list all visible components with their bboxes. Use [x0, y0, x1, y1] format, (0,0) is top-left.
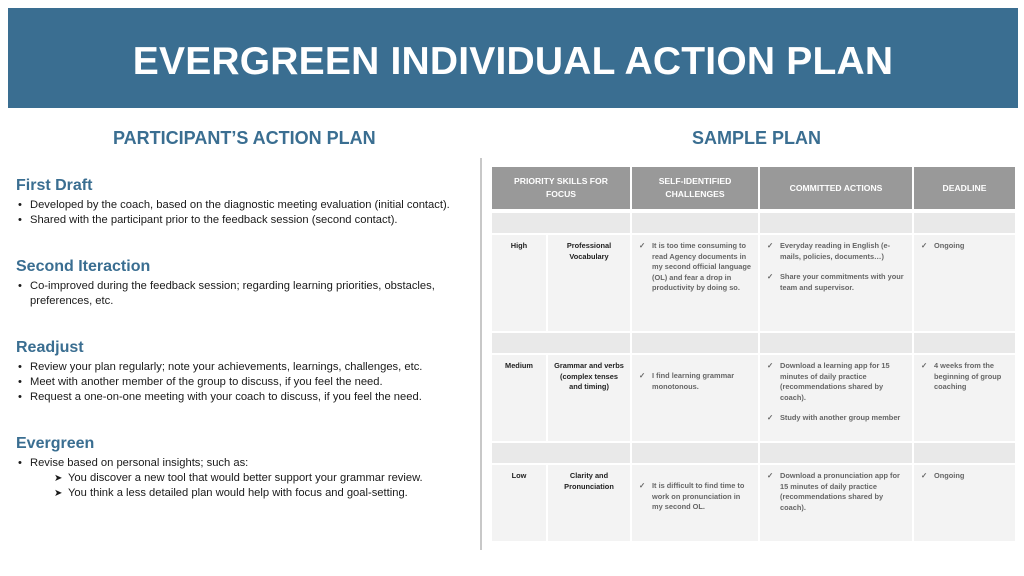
checklist-item [920, 361, 1009, 393]
participant-plan-heading: PARTICIPANT’S ACTION PLAN [113, 128, 376, 148]
checklist-item [920, 471, 1009, 482]
sub-bullet-item [16, 486, 476, 501]
check-icon: ✓ [767, 361, 774, 370]
check-icon: ✓ [921, 471, 928, 480]
sub-bullet-text: You think a less detailed plan would help with focus and goal-setting. [68, 487, 408, 499]
bullet-item: • Shared with the participant prior to the feedback session (second contact). [16, 213, 476, 228]
check-icon: ✓ [921, 361, 928, 370]
section-first-draft [16, 176, 476, 228]
table-spacer [914, 333, 1015, 353]
actions-cell [760, 355, 912, 441]
checklist-item [766, 413, 906, 424]
challenges-cell [632, 235, 758, 331]
check-icon: ✓ [767, 413, 774, 422]
table-spacer [492, 333, 630, 353]
deadline-cell [914, 235, 1015, 331]
checklist-text: Download a learning app for 15 minutes of daily practice (recommendations shared by coach). [780, 361, 890, 402]
checklist-item [638, 371, 752, 392]
header-priority-skills: PRIORITY SKILLS FOR FOCUS [492, 167, 630, 209]
checklist-text: Download a pronunciation app for 15 minutes of daily practice (recommendations shared by coach). [780, 471, 900, 512]
table-spacer [760, 443, 912, 463]
checklist-text: It is too time consuming to read Agency documents in my second official language (OL) and fear a drop in productivity by doing so. [652, 241, 751, 292]
bullet-item: • Review your plan regularly; note your achievements, learnings, challenges, etc. [16, 360, 476, 375]
header-committed-actions: COMMITTED ACTIONS [760, 167, 912, 209]
checklist-item [638, 481, 752, 513]
skill-cell: Grammar and verbs (complex tenses and timing) [548, 355, 630, 441]
skill-cell: Clarity and Pronunciation [548, 465, 630, 541]
challenges-cell [632, 465, 758, 541]
sub-bullet-text: You discover a new tool that would better support your grammar review. [68, 472, 423, 484]
check-icon: ✓ [639, 241, 646, 250]
checklist-item [766, 241, 906, 262]
header-deadline: DEADLINE [914, 167, 1015, 209]
column-divider [480, 158, 482, 550]
sample-plan-heading: SAMPLE PLAN [692, 128, 822, 148]
sample-plan-table [492, 167, 1015, 541]
checklist-text: It is difficult to find time to work on pronunciation in my second OL. [652, 481, 745, 511]
priority-level-cell: Low [492, 465, 546, 541]
arrow-bullet-icon: ➤ [54, 473, 63, 484]
table-spacer [492, 213, 630, 233]
check-icon: ✓ [767, 272, 774, 281]
section-title: Second Iteraction [16, 258, 151, 275]
skill-cell: Professional Vocabulary [548, 235, 630, 331]
table-spacer [632, 443, 758, 463]
section-readjust [16, 338, 476, 405]
table-spacer [760, 333, 912, 353]
section-title: First Draft [16, 177, 93, 194]
checklist-text: I find learning grammar monotonous. [652, 371, 735, 391]
checklist-text: 4 weeks from the beginning of group coaching [934, 361, 1002, 391]
table-spacer [914, 213, 1015, 233]
participant-plan-column [16, 176, 476, 501]
table-spacer [914, 443, 1015, 463]
checklist-item [638, 241, 752, 294]
table-spacer [492, 443, 630, 463]
table-spacer [632, 333, 758, 353]
check-icon: ✓ [639, 481, 646, 490]
checklist-item [766, 361, 906, 403]
deadline-cell [914, 355, 1015, 441]
priority-level-cell: High [492, 235, 546, 331]
table-spacer [632, 213, 758, 233]
check-icon: ✓ [767, 471, 774, 480]
page-title: EVERGREEN INDIVIDUAL ACTION PLAN [132, 40, 894, 83]
checklist-text: Share your commitments with your team and supervisor. [780, 272, 904, 292]
checklist-item [766, 471, 906, 513]
check-icon: ✓ [639, 371, 646, 380]
checklist-text: Study with another group member [780, 413, 901, 422]
bullet-item: • Developed by the coach, based on the diagnostic meeting evaluation (initial contact). [16, 198, 476, 213]
checklist-item [766, 272, 906, 293]
actions-cell [760, 465, 912, 541]
deadline-cell [914, 465, 1015, 541]
section-title: Readjust [16, 339, 84, 356]
section-title: Evergreen [16, 435, 95, 452]
section-second-iteraction [16, 257, 476, 309]
sub-bullet-item [16, 471, 476, 486]
check-icon: ✓ [767, 241, 774, 250]
bullet-item: • Co-improved during the feedback session; regarding learning priorities, obstacles, preferences, etc. [16, 279, 476, 309]
bullet-item: • Request a one-on-one meeting with your coach to discuss, if you feel the need. [16, 390, 476, 405]
title-banner [8, 8, 1018, 108]
checklist-text: Ongoing [934, 471, 965, 480]
bullet-item: • Meet with another member of the group to discuss, if you feel the need. [16, 375, 476, 390]
challenges-cell [632, 355, 758, 441]
section-evergreen [16, 434, 476, 501]
arrow-bullet-icon: ➤ [54, 488, 63, 499]
header-challenges: SELF-IDENTIFIED CHALLENGES [632, 167, 758, 209]
priority-level-cell: Medium [492, 355, 546, 441]
checklist-item [920, 241, 1009, 252]
check-icon: ✓ [921, 241, 928, 250]
checklist-text: Ongoing [934, 241, 965, 250]
table-spacer [760, 213, 912, 233]
checklist-text: Everyday reading in English (e-mails, policies, documents…) [780, 241, 891, 261]
bullet-item: • Revise based on personal insights; such as: [16, 456, 476, 471]
actions-cell [760, 235, 912, 331]
